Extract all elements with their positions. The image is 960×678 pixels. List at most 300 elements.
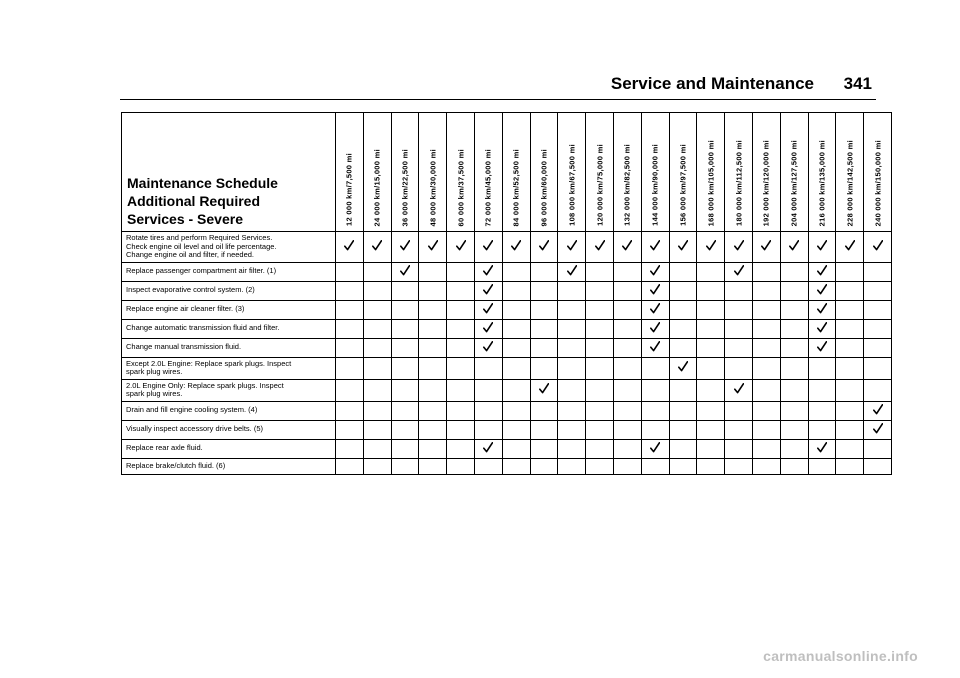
service-task [122, 262, 336, 281]
checkmark-icon [706, 238, 716, 249]
mileage-label: 144 000 km/90,000 mi [650, 144, 660, 226]
schedule-cell [336, 338, 364, 357]
schedule-cell [391, 338, 419, 357]
schedule-cell [697, 420, 725, 439]
schedule-cell [530, 439, 558, 458]
mileage-column-header [613, 113, 641, 232]
schedule-cell [752, 401, 780, 420]
schedule-cell [752, 379, 780, 401]
schedule-cell [586, 262, 614, 281]
schedule-cell [669, 300, 697, 319]
schedule-cell [419, 458, 447, 474]
schedule-cell [669, 458, 697, 474]
schedule-cell [586, 232, 614, 263]
table-title-line: Additional Required [127, 193, 260, 209]
schedule-cell [752, 232, 780, 263]
schedule-cell [864, 357, 892, 379]
service-task [122, 379, 336, 401]
schedule-cell [780, 458, 808, 474]
mileage-label: 120 000 km/75,000 mi [595, 144, 605, 226]
service-task-line: Change automatic transmission fluid and filter. [126, 323, 280, 333]
schedule-cell [641, 300, 669, 319]
checkmark-icon [483, 440, 493, 451]
checkmark-icon [873, 421, 883, 432]
schedule-cell [474, 319, 502, 338]
schedule-cell [780, 319, 808, 338]
mileage-column-header [558, 113, 586, 232]
schedule-cell [808, 458, 836, 474]
schedule-cell [808, 357, 836, 379]
schedule-cell [391, 300, 419, 319]
schedule-cell [836, 338, 864, 357]
schedule-cell [864, 232, 892, 263]
schedule-cell [447, 319, 475, 338]
schedule-cell [474, 262, 502, 281]
service-task [122, 338, 336, 357]
mileage-column-header [530, 113, 558, 232]
mileage-column-header [697, 113, 725, 232]
schedule-cell [669, 338, 697, 357]
checkmark-icon [678, 238, 688, 249]
checkmark-icon [650, 339, 660, 350]
schedule-cell [725, 319, 753, 338]
schedule-cell [641, 338, 669, 357]
checkmark-icon [761, 238, 771, 249]
schedule-cell [558, 281, 586, 300]
service-task-line: Rotate tires and perform Required Services. [126, 233, 273, 242]
schedule-cell [808, 338, 836, 357]
schedule-cell [391, 439, 419, 458]
schedule-cell [558, 338, 586, 357]
schedule-cell [836, 262, 864, 281]
mileage-column-header [502, 113, 530, 232]
schedule-cell [363, 458, 391, 474]
checkmark-icon [650, 238, 660, 249]
schedule-cell [836, 357, 864, 379]
schedule-cell [586, 357, 614, 379]
checkmark-icon [650, 301, 660, 312]
service-task-line: 2.0L Engine Only: Replace spark plugs. Inspect [126, 380, 284, 390]
table-row [122, 319, 892, 338]
mileage-label: 36 000 km/22,500 mi [400, 148, 410, 226]
schedule-cell [864, 401, 892, 420]
table-row [122, 420, 892, 439]
schedule-cell [669, 401, 697, 420]
schedule-cell [641, 319, 669, 338]
mileage-column-header [447, 113, 475, 232]
schedule-cell [474, 439, 502, 458]
schedule-cell [336, 379, 364, 401]
schedule-cell [725, 232, 753, 263]
mileage-label: 108 000 km/67,500 mi [567, 144, 577, 226]
schedule-cell [641, 379, 669, 401]
schedule-cell [530, 420, 558, 439]
schedule-cell [502, 458, 530, 474]
checkmark-icon [734, 381, 744, 392]
schedule-cell [752, 281, 780, 300]
schedule-cell [336, 262, 364, 281]
page-number: 341 [843, 74, 872, 93]
checkmark-icon [400, 238, 410, 249]
schedule-cell [391, 379, 419, 401]
schedule-cell [502, 232, 530, 263]
schedule-cell [502, 300, 530, 319]
schedule-cell [725, 379, 753, 401]
checkmark-icon [817, 320, 827, 331]
schedule-cell [586, 379, 614, 401]
service-task [122, 357, 336, 379]
schedule-cell [530, 357, 558, 379]
schedule-cell [725, 401, 753, 420]
schedule-cell [836, 379, 864, 401]
schedule-cell [725, 458, 753, 474]
schedule-cell [641, 401, 669, 420]
service-task [122, 439, 336, 458]
schedule-cell [502, 281, 530, 300]
mileage-label: 168 000 km/105,000 mi [706, 139, 716, 226]
schedule-cell [697, 357, 725, 379]
checkmark-icon [428, 238, 438, 249]
service-task [122, 401, 336, 420]
schedule-cell [391, 232, 419, 263]
schedule-cell [836, 458, 864, 474]
schedule-cell [419, 439, 447, 458]
schedule-cell [363, 232, 391, 263]
schedule-cell [752, 338, 780, 357]
checkmark-icon [372, 238, 382, 249]
schedule-cell [336, 357, 364, 379]
schedule-cell [864, 420, 892, 439]
schedule-cell [530, 262, 558, 281]
schedule-cell [613, 338, 641, 357]
schedule-cell [613, 420, 641, 439]
checkmark-icon [483, 320, 493, 331]
schedule-cell [447, 232, 475, 263]
schedule-cell [363, 319, 391, 338]
schedule-cell [780, 379, 808, 401]
schedule-cell [586, 281, 614, 300]
schedule-cell [363, 262, 391, 281]
checkmark-icon [456, 238, 466, 249]
schedule-cell [836, 281, 864, 300]
mileage-label: 84 000 km/52,500 mi [511, 148, 521, 226]
schedule-cell [474, 379, 502, 401]
schedule-cell [336, 232, 364, 263]
schedule-cell [808, 232, 836, 263]
schedule-cell [780, 338, 808, 357]
schedule-cell [752, 458, 780, 474]
schedule-cell [363, 401, 391, 420]
mileage-label: 216 000 km/135,000 mi [817, 139, 827, 226]
schedule-cell [530, 338, 558, 357]
table-row [122, 281, 892, 300]
checkmark-icon [734, 238, 744, 249]
schedule-cell [669, 357, 697, 379]
schedule-cell [474, 232, 502, 263]
schedule-cell [780, 262, 808, 281]
mileage-label: 132 000 km/82,500 mi [622, 144, 632, 226]
schedule-cell [808, 281, 836, 300]
schedule-cell [669, 379, 697, 401]
schedule-cell [502, 357, 530, 379]
table-row [122, 262, 892, 281]
schedule-cell [391, 458, 419, 474]
service-task-line: Check engine oil level and oil life percentage. [126, 241, 277, 251]
schedule-cell [530, 379, 558, 401]
schedule-cell [864, 281, 892, 300]
checkmark-icon [622, 238, 632, 249]
mileage-column-header [474, 113, 502, 232]
schedule-cell [808, 439, 836, 458]
table-row [122, 357, 892, 379]
mileage-column-header [363, 113, 391, 232]
schedule-cell [697, 458, 725, 474]
table-title [122, 113, 336, 232]
schedule-cell [613, 439, 641, 458]
schedule-cell [669, 319, 697, 338]
schedule-cell [558, 420, 586, 439]
schedule-cell [586, 338, 614, 357]
checkmark-icon [539, 381, 549, 392]
mileage-label: 96 000 km/60,000 mi [539, 148, 549, 226]
running-title: Service and Maintenance [610, 74, 814, 93]
schedule-cell [558, 262, 586, 281]
schedule-cell [447, 420, 475, 439]
schedule-cell [474, 300, 502, 319]
schedule-cell [613, 458, 641, 474]
schedule-cell [419, 338, 447, 357]
schedule-cell [530, 401, 558, 420]
schedule-cell [447, 262, 475, 281]
schedule-cell [447, 401, 475, 420]
schedule-cell [697, 262, 725, 281]
mileage-column-header [725, 113, 753, 232]
schedule-cell [558, 379, 586, 401]
service-task-line: Replace engine air cleaner filter. (3) [126, 304, 245, 314]
schedule-cell [780, 420, 808, 439]
mileage-label: 192 000 km/120,000 mi [761, 139, 771, 226]
schedule-cell [419, 379, 447, 401]
mileage-label: 204 000 km/127,500 mi [789, 139, 799, 226]
mileage-label: 228 000 km/142,500 mi [845, 139, 855, 226]
service-task-line: Inspect evaporative control system. (2) [126, 285, 255, 295]
schedule-cell [363, 420, 391, 439]
schedule-cell [336, 420, 364, 439]
schedule-cell [808, 319, 836, 338]
checkmark-icon [483, 282, 493, 293]
schedule-cell [586, 458, 614, 474]
checkmark-icon [817, 282, 827, 293]
service-task [122, 300, 336, 319]
schedule-cell [586, 300, 614, 319]
schedule-cell [613, 379, 641, 401]
schedule-cell [836, 439, 864, 458]
schedule-cell [391, 420, 419, 439]
mileage-column-header [641, 113, 669, 232]
schedule-cell [697, 281, 725, 300]
schedule-cell [641, 458, 669, 474]
checkmark-icon [650, 440, 660, 451]
schedule-cell [447, 300, 475, 319]
schedule-cell [586, 420, 614, 439]
schedule-cell [419, 401, 447, 420]
schedule-cell [447, 338, 475, 357]
checkmark-icon [483, 339, 493, 350]
schedule-cell [530, 281, 558, 300]
service-task-line: Replace brake/clutch fluid. (6) [126, 460, 226, 470]
schedule-cell [419, 300, 447, 319]
schedule-cell [752, 439, 780, 458]
schedule-cell [613, 300, 641, 319]
schedule-cell [641, 420, 669, 439]
schedule-cell [613, 401, 641, 420]
checkmark-icon [483, 263, 493, 274]
checkmark-icon [483, 301, 493, 312]
table-body [122, 232, 892, 475]
schedule-cell [391, 401, 419, 420]
schedule-cell [419, 319, 447, 338]
schedule-cell [752, 319, 780, 338]
table-row [122, 300, 892, 319]
table-row [122, 401, 892, 420]
schedule-cell [641, 439, 669, 458]
schedule-cell [780, 281, 808, 300]
schedule-cell [558, 232, 586, 263]
mileage-column-header [752, 113, 780, 232]
schedule-cell [336, 401, 364, 420]
schedule-cell [363, 338, 391, 357]
schedule-cell [474, 338, 502, 357]
checkmark-icon [567, 238, 577, 249]
schedule-cell [558, 319, 586, 338]
running-header [120, 74, 876, 96]
schedule-cell [780, 357, 808, 379]
table-title-line: Services - Severe [127, 211, 243, 227]
schedule-cell [697, 379, 725, 401]
schedule-cell [780, 300, 808, 319]
schedule-cell [725, 420, 753, 439]
schedule-cell [780, 232, 808, 263]
schedule-cell [558, 458, 586, 474]
schedule-cell [808, 262, 836, 281]
schedule-cell [530, 300, 558, 319]
schedule-cell [363, 379, 391, 401]
schedule-cell [752, 300, 780, 319]
schedule-cell [669, 281, 697, 300]
service-task [122, 232, 336, 263]
schedule-cell [613, 281, 641, 300]
schedule-cell [752, 420, 780, 439]
mileage-label: 156 000 km/97,500 mi [678, 144, 688, 226]
service-task-line: Change engine oil and filter, if needed. [126, 250, 255, 259]
schedule-cell [558, 401, 586, 420]
checkmark-icon [734, 263, 744, 274]
schedule-cell [613, 262, 641, 281]
schedule-cell [447, 439, 475, 458]
schedule-cell [725, 338, 753, 357]
schedule-cell [447, 281, 475, 300]
schedule-cell [641, 357, 669, 379]
schedule-cell [725, 439, 753, 458]
schedule-cell [419, 232, 447, 263]
schedule-cell [391, 281, 419, 300]
mileage-column-header [336, 113, 364, 232]
schedule-cell [808, 379, 836, 401]
mileage-column-header [836, 113, 864, 232]
table-header-row [122, 113, 892, 232]
checkmark-icon [567, 263, 577, 274]
checkmark-icon [539, 238, 549, 249]
schedule-cell [336, 281, 364, 300]
schedule-cell [447, 357, 475, 379]
schedule-cell [586, 401, 614, 420]
schedule-cell [669, 262, 697, 281]
schedule-cell [864, 379, 892, 401]
service-task-line: spark plug wires. [126, 389, 183, 398]
schedule-cell [363, 281, 391, 300]
schedule-cell [530, 232, 558, 263]
service-task-line: Replace passenger compartment air filter. (1) [126, 266, 277, 276]
schedule-cell [502, 439, 530, 458]
table-row [122, 338, 892, 357]
schedule-cell [613, 319, 641, 338]
schedule-cell [419, 357, 447, 379]
schedule-cell [836, 319, 864, 338]
schedule-cell [558, 357, 586, 379]
schedule-cell [613, 232, 641, 263]
schedule-cell [530, 319, 558, 338]
service-task [122, 319, 336, 338]
mileage-label: 240 000 km/150,000 mi [873, 139, 883, 226]
schedule-cell [697, 300, 725, 319]
checkmark-icon [817, 339, 827, 350]
service-task [122, 420, 336, 439]
service-task [122, 458, 336, 474]
schedule-cell [447, 379, 475, 401]
header-rule [120, 99, 876, 100]
schedule-cell [336, 300, 364, 319]
schedule-cell [808, 401, 836, 420]
schedule-cell [558, 439, 586, 458]
schedule-cell [864, 338, 892, 357]
mileage-label: 12 000 km/7,500 mi [344, 153, 354, 226]
table-title-line: Maintenance Schedule [127, 175, 278, 191]
schedule-cell [725, 262, 753, 281]
schedule-cell [419, 281, 447, 300]
schedule-cell [669, 439, 697, 458]
schedule-cell [530, 458, 558, 474]
schedule-cell [808, 300, 836, 319]
schedule-cell [780, 439, 808, 458]
schedule-cell [864, 319, 892, 338]
schedule-cell [391, 262, 419, 281]
schedule-cell [474, 401, 502, 420]
checkmark-icon [789, 238, 799, 249]
schedule-cell [558, 300, 586, 319]
schedule-cell [669, 420, 697, 439]
schedule-cell [586, 319, 614, 338]
service-task-line: Drain and fill engine cooling system. (4) [126, 405, 258, 415]
schedule-cell [363, 439, 391, 458]
mileage-column-header [419, 113, 447, 232]
schedule-cell [836, 420, 864, 439]
checkmark-icon [650, 263, 660, 274]
schedule-cell [864, 458, 892, 474]
checkmark-icon [845, 238, 855, 249]
schedule-cell [502, 262, 530, 281]
schedule-cell [474, 420, 502, 439]
schedule-cell [725, 357, 753, 379]
